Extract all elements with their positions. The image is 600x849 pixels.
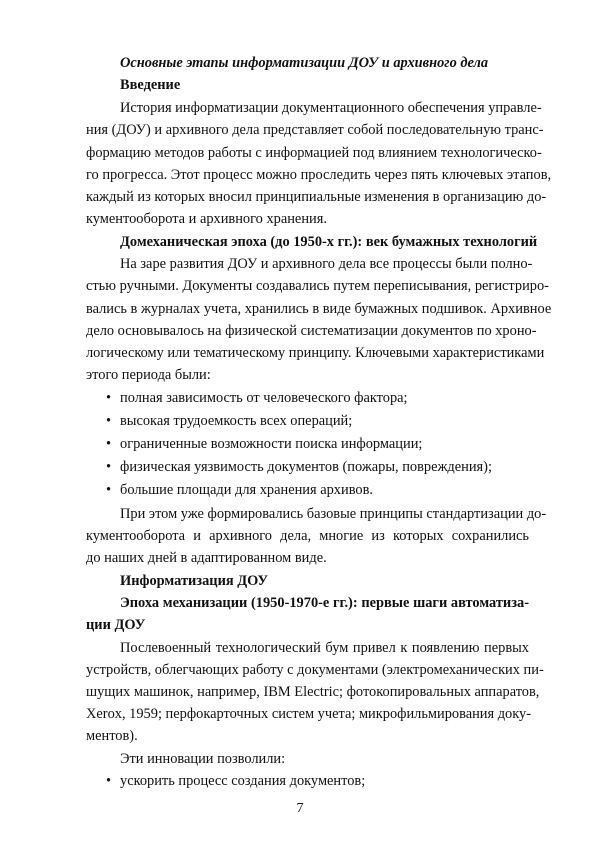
- paragraph-line: этого периода были:: [86, 367, 211, 383]
- list-item-text: большие площади для хранения архивов.: [120, 482, 373, 498]
- mech-heading-continuation: ции ДОУ: [86, 617, 146, 633]
- bullet-icon: •: [106, 459, 112, 475]
- paragraph-line: кументооборота и архивного дела, многие из которых сохранились: [86, 528, 529, 544]
- paragraph-line: шущих машинок, например, IBM Electric; фотокопировальных аппаратов,: [86, 684, 540, 700]
- paragraph-line: устройств, облегчающих работу с документами (электромеханических пи-: [86, 662, 544, 678]
- bullet-icon: •: [106, 390, 112, 406]
- list-item: [106, 387, 529, 409]
- info-heading: Информатизация ДОУ: [120, 573, 269, 589]
- list-item-text: высокая трудоемкость всех операций;: [120, 413, 353, 429]
- paragraph-line: На заре развития ДОУ и архивного дела все процессы были полно-: [120, 256, 533, 272]
- mech-heading: Эпоха механизации (1950-1970-е гг.): первые шаги автоматиза-: [120, 595, 529, 611]
- list-item-text: физическая уязвимость документов (пожары, повреждения);: [120, 459, 492, 475]
- paragraph-line: каждый из которых вносил принципиальные изменения в организацию до-: [86, 189, 547, 205]
- list-item-text: полная зависимость от человеческого фактора;: [120, 390, 408, 406]
- list-item: [106, 770, 529, 792]
- paragraph-line: стью ручными. Документы создавались путем переписывания, регистриро-: [86, 278, 549, 294]
- paragraph-line: вались в журналах учета, хранились в виде бумажных подшивок. Архивное: [86, 301, 552, 317]
- paragraph-line: до наших дней в адаптированном виде.: [86, 550, 327, 566]
- premech-heading: Домеханическая эпоха (до 1950-х гг.): век бумажных технологий: [120, 234, 538, 250]
- paragraph-line: дело основывалось на физической систематизации документов по хроно-: [86, 323, 537, 339]
- list-item: [106, 479, 529, 501]
- page-number: 7: [296, 801, 304, 816]
- paragraph-line: ния (ДОУ) и архивного дела представляет собой последовательную транс-: [86, 122, 544, 138]
- paragraph-line: Послевоенный технологический бум привел к появлению первых: [120, 640, 529, 656]
- innovations-intro: Эти инновации позволили:: [120, 751, 286, 767]
- document-title: Основные этапы информатизации ДОУ и архивного дела: [120, 55, 489, 71]
- list-item: [106, 433, 529, 455]
- paragraph-line: формацию методов работы с информацией под влиянием технологическо-: [86, 145, 542, 161]
- bullet-icon: •: [106, 482, 112, 498]
- paragraph-line: логическому или тематическому принципу. Ключевыми характеристиками: [86, 345, 545, 361]
- paragraph-line: Xerox, 1959; перфокарточных систем учета; микрофильмирования доку-: [86, 706, 532, 722]
- paragraph-line: История информатизации документационного обеспечения управле-: [120, 100, 542, 116]
- list-item-text: ускорить процесс создания документов;: [120, 773, 366, 789]
- list-item-text: ограниченные возможности поиска информации;: [120, 436, 423, 452]
- paragraph-line: го прогресса. Этот процесс можно проследить через пять ключевых этапов,: [86, 167, 552, 183]
- intro-heading: Введение: [120, 77, 181, 93]
- bullet-icon: •: [106, 413, 112, 429]
- bullet-icon: •: [106, 773, 112, 789]
- paragraph-line: ментов).: [86, 728, 138, 744]
- bullet-icon: •: [106, 436, 112, 452]
- list-item: [106, 456, 529, 478]
- list-item: [106, 410, 529, 432]
- paragraph-line: При этом уже формировались базовые принципы стандартизации до-: [120, 506, 547, 522]
- paragraph-line: кументооборота и архивного хранения.: [86, 211, 327, 227]
